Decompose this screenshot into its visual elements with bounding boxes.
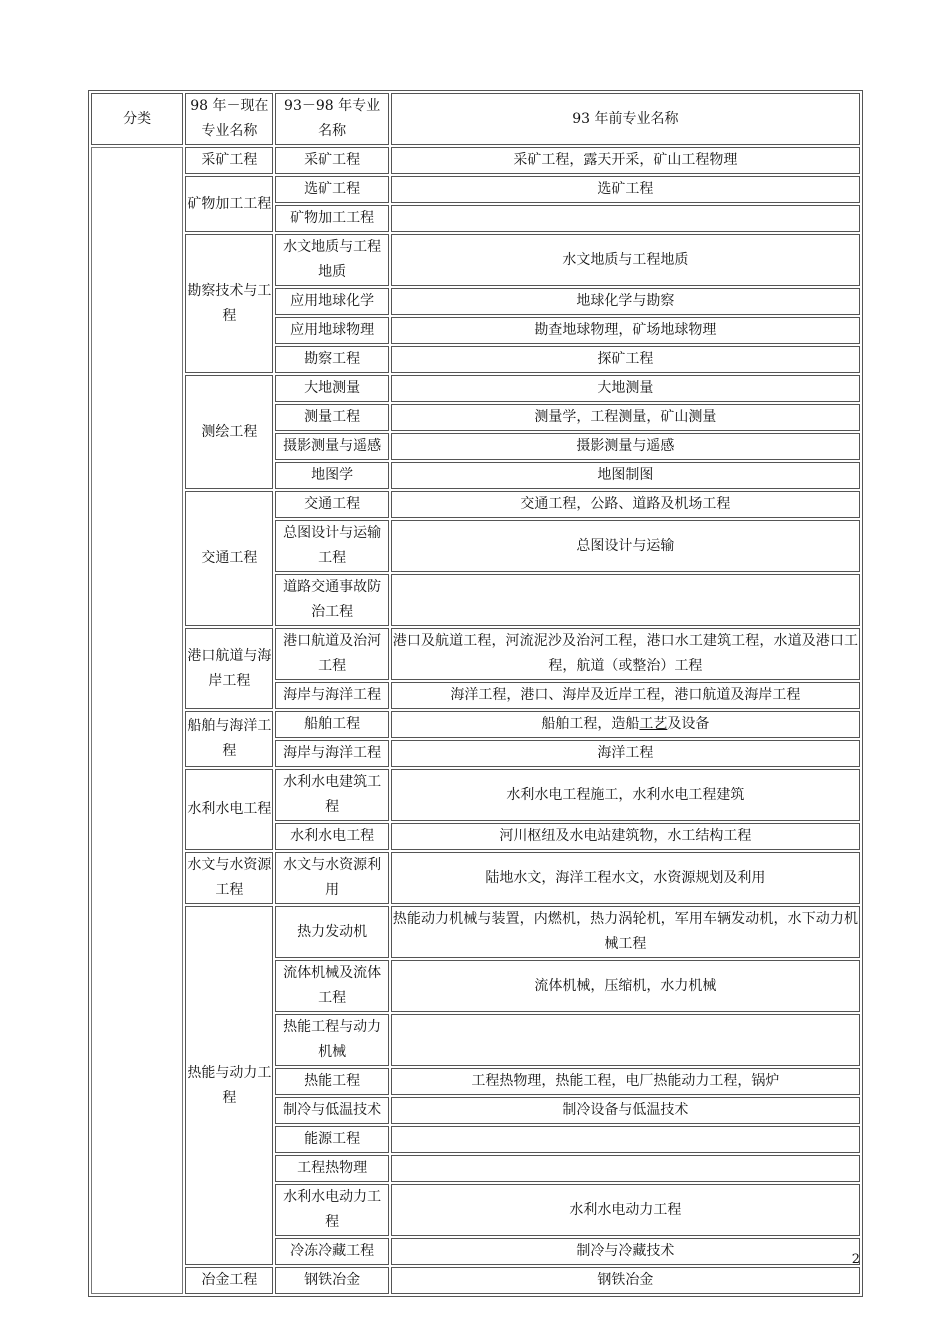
major-pre93-cell: 探矿工程	[391, 346, 860, 373]
table-row	[91, 147, 860, 174]
major-pre93-cell: 测量学，工程测量，矿山测量	[391, 404, 860, 431]
pre93-text-part: 船舶工程，造船	[541, 716, 640, 732]
major-93-98-cell: 采矿工程	[275, 147, 388, 174]
header-98-now: 98 年－现在专业名称	[185, 93, 273, 145]
table-row	[91, 491, 860, 518]
major-93-98-cell: 勘察工程	[275, 346, 388, 373]
major-93-98-cell: 热能工程	[275, 1068, 388, 1095]
header-93-98: 93－98 年专业名称	[275, 93, 388, 145]
major-93-98-cell: 应用地球化学	[275, 288, 388, 315]
major-pre93-cell	[391, 711, 860, 738]
major-pre93-cell: 海洋工程，港口、海岸及近岸工程，港口航道及海岸工程	[391, 682, 860, 709]
header-pre-93: 93 年前专业名称	[391, 93, 860, 145]
major-pre93-cell	[391, 1014, 860, 1066]
major-93-98-cell: 能源工程	[275, 1126, 388, 1153]
major-93-98-cell: 水利水电工程	[275, 823, 388, 850]
major-98-cell: 冶金工程	[185, 1267, 273, 1294]
major-93-98-cell: 摄影测量与遥感	[275, 433, 388, 460]
major-98-cell: 船舶与海洋工程	[185, 711, 273, 767]
major-93-98-cell: 海岸与海洋工程	[275, 682, 388, 709]
major-pre93-cell: 地图制图	[391, 462, 860, 489]
major-93-98-cell: 钢铁冶金	[275, 1267, 388, 1294]
pre93-text-part: 及设备	[667, 716, 710, 732]
major-pre93-cell: 陆地水文，海洋工程水文，水资源规划及利用	[391, 852, 860, 904]
header-row	[91, 93, 860, 145]
table-row	[91, 375, 860, 402]
underlined-term: 工艺	[639, 716, 668, 732]
major-pre93-cell: 工程热物理，热能工程，电厂热能动力工程，锅炉	[391, 1068, 860, 1095]
table-row	[91, 711, 860, 738]
major-pre93-cell: 热能动力机械与装置，内燃机，热力涡轮机，军用车辆发动机，水下动力机械工程	[391, 906, 860, 958]
major-98-cell: 矿物加工工程	[185, 176, 273, 232]
table-row	[91, 769, 860, 821]
major-pre93-cell	[391, 1126, 860, 1153]
major-pre93-cell: 勘查地球物理，矿场地球物理	[391, 317, 860, 344]
table-row	[91, 176, 860, 203]
major-pre93-cell: 河川枢纽及水电站建筑物，水工结构工程	[391, 823, 860, 850]
major-pre93-cell: 选矿工程	[391, 176, 860, 203]
major-98-cell: 热能与动力工程	[185, 906, 273, 1265]
major-93-98-cell: 热能工程与动力机械	[275, 1014, 388, 1066]
major-98-cell: 水利水电工程	[185, 769, 273, 850]
major-93-98-cell: 热力发动机	[275, 906, 388, 958]
major-98-cell: 采矿工程	[185, 147, 273, 174]
major-93-98-cell: 水文与水资源利用	[275, 852, 388, 904]
major-pre93-cell: 总图设计与运输	[391, 520, 860, 572]
major-mapping-table	[88, 90, 863, 1297]
table-row	[91, 628, 860, 680]
major-pre93-cell: 水文地质与工程地质	[391, 234, 860, 286]
major-pre93-cell: 摄影测量与遥感	[391, 433, 860, 460]
major-93-98-cell: 矿物加工工程	[275, 205, 388, 232]
major-93-98-cell: 总图设计与运输工程	[275, 520, 388, 572]
major-pre93-cell	[391, 1155, 860, 1182]
major-93-98-cell: 交通工程	[275, 491, 388, 518]
major-93-98-cell: 测量工程	[275, 404, 388, 431]
major-pre93-cell: 海洋工程	[391, 740, 860, 767]
major-93-98-cell: 冷冻冷藏工程	[275, 1238, 388, 1265]
major-93-98-cell: 选矿工程	[275, 176, 388, 203]
table-row	[91, 1267, 860, 1294]
major-93-98-cell: 应用地球物理	[275, 317, 388, 344]
major-pre93-cell: 制冷与冷藏技术	[391, 1238, 860, 1265]
table-row	[91, 234, 860, 286]
major-98-cell: 交通工程	[185, 491, 273, 626]
page-number: 2	[851, 1252, 860, 1267]
major-pre93-cell	[391, 205, 860, 232]
major-98-cell: 水文与水资源工程	[185, 852, 273, 904]
major-pre93-cell: 流体机械，压缩机，水力机械	[391, 960, 860, 1012]
major-93-98-cell: 海岸与海洋工程	[275, 740, 388, 767]
table-row	[91, 906, 860, 958]
major-pre93-cell: 钢铁冶金	[391, 1267, 860, 1294]
major-93-98-cell: 水利水电建筑工程	[275, 769, 388, 821]
major-pre93-cell: 地球化学与勘察	[391, 288, 860, 315]
major-93-98-cell: 水文地质与工程地质	[275, 234, 388, 286]
major-93-98-cell: 水利水电动力工程	[275, 1184, 388, 1236]
major-pre93-cell: 采矿工程，露天开采，矿山工程物理	[391, 147, 860, 174]
major-98-cell: 勘察技术与工程	[185, 234, 273, 373]
major-pre93-cell	[391, 574, 860, 626]
major-93-98-cell: 工程热物理	[275, 1155, 388, 1182]
header-category: 分类	[91, 93, 183, 145]
major-93-98-cell: 船舶工程	[275, 711, 388, 738]
major-98-cell: 测绘工程	[185, 375, 273, 489]
major-93-98-cell: 制冷与低温技术	[275, 1097, 388, 1124]
major-pre93-cell: 交通工程，公路、道路及机场工程	[391, 491, 860, 518]
major-pre93-cell: 制冷设备与低温技术	[391, 1097, 860, 1124]
category-cell	[91, 147, 183, 1294]
table-row	[91, 852, 860, 904]
major-98-cell: 港口航道与海岸工程	[185, 628, 273, 709]
major-pre93-cell: 港口及航道工程，河流泥沙及治河工程，港口水工建筑工程，水道及港口工程，航道（或整治）工程	[391, 628, 860, 680]
major-93-98-cell: 地图学	[275, 462, 388, 489]
major-pre93-cell: 水利水电工程施工，水利水电工程建筑	[391, 769, 860, 821]
major-93-98-cell: 港口航道及治河工程	[275, 628, 388, 680]
major-93-98-cell: 流体机械及流体工程	[275, 960, 388, 1012]
major-pre93-cell: 大地测量	[391, 375, 860, 402]
major-93-98-cell: 道路交通事故防治工程	[275, 574, 388, 626]
major-pre93-cell: 水利水电动力工程	[391, 1184, 860, 1236]
major-93-98-cell: 大地测量	[275, 375, 388, 402]
